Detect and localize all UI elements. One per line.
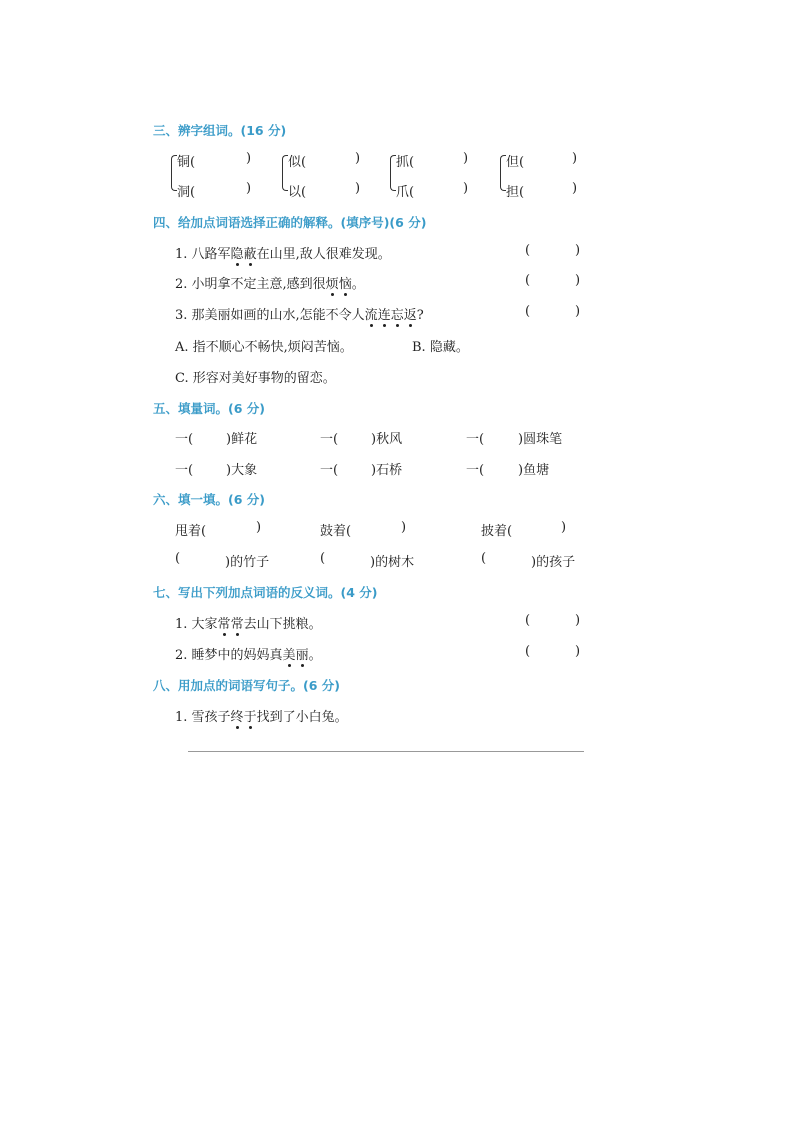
dotted-char: 蔽: [244, 243, 257, 262]
pair-1-top: 铜(: [177, 155, 196, 170]
dotted-char: 连: [378, 304, 391, 323]
section-4-title: 四、给加点词语选择正确的解释。(填序号)(6 分): [153, 215, 427, 230]
s8-q1-pre: 1. 雪孩子: [175, 710, 231, 725]
s5-r1-item-2: )秋风: [371, 432, 403, 447]
s4-question-1: [175, 243, 391, 262]
s4-q3-pre: 3. 那美丽如画的山水,怎能不令人: [175, 308, 365, 323]
s4-question-2: [175, 273, 365, 292]
dotted-char: 隐: [231, 243, 244, 262]
section-8-title: 八、用加点的词语写句子。(6 分): [153, 678, 340, 693]
s6-r1-item-2: 鼓着(: [320, 524, 352, 539]
s7-answer-1-close: ): [575, 613, 581, 628]
s4-q3-post: ?: [416, 308, 424, 323]
s8-q1-post: 找到了小白兔。: [256, 710, 348, 725]
pair-4-bottom: 担(: [506, 185, 525, 200]
s7-question-2: [175, 644, 322, 663]
s4-question-3: [175, 304, 424, 323]
section-7-title: 七、写出下列加点词语的反义词。(4 分): [153, 585, 378, 600]
s4-answer-2-open: (: [525, 273, 531, 288]
section-5-title: 五、填量词。(6 分): [153, 401, 265, 416]
s4-answer-2-close: ): [575, 273, 581, 288]
pair-2-bottom: 以(: [288, 185, 307, 200]
dotted-char: 终: [231, 706, 244, 725]
s5-r1-item-3: )圆珠笔: [518, 432, 563, 447]
s5-r1-prefix-1: 一(: [175, 432, 194, 447]
pair-4-top: 但(: [506, 155, 525, 170]
dotted-char: 美: [283, 644, 296, 663]
s4-answer-1-open: (: [525, 243, 531, 258]
pair-3-bottom: 爪(: [396, 185, 415, 200]
s8-question-1: [175, 706, 348, 725]
s5-r2-prefix-2: 一(: [320, 463, 339, 478]
s4-option-a: A. 指不顺心不畅快,烦闷苦恼。: [175, 340, 353, 355]
s7-q1-post: 去山下挑粮。: [243, 617, 322, 632]
pair-3-top-close: ): [463, 151, 469, 166]
s7-q2-pre: 2. 睡梦中的妈妈真: [175, 648, 283, 663]
pair-1-bottom: 洞(: [177, 185, 196, 200]
s5-r2-item-3: )鱼塘: [518, 463, 550, 478]
pair-4-bottom-close: ): [572, 181, 578, 196]
s5-r1-item-1: )鲜花: [226, 432, 258, 447]
s6-r2-open-1: (: [175, 551, 181, 566]
s7-answer-1-open: (: [525, 613, 531, 628]
dotted-char: 返: [404, 304, 417, 323]
s4-answer-3-open: (: [525, 304, 531, 319]
s5-r2-item-1: )大象: [226, 463, 258, 478]
s5-r1-prefix-2: 一(: [320, 432, 339, 447]
s4-q1-pre: 1. 八路军: [175, 247, 231, 262]
section-3-title: 三、辨字组词。(16 分): [153, 123, 287, 138]
s5-r2-prefix-3: 一(: [466, 463, 485, 478]
s7-q2-post: 。: [308, 648, 322, 663]
s4-q2-pre: 2. 小明拿不定主意,感到很: [175, 277, 326, 292]
dotted-char: 丽: [296, 644, 309, 663]
s4-answer-3-close: ): [575, 304, 581, 319]
pair-2-bottom-close: ): [355, 181, 361, 196]
s5-r2-prefix-1: 一(: [175, 463, 194, 478]
dotted-char: 常: [231, 613, 244, 632]
s7-answer-2-close: ): [575, 644, 581, 659]
answer-line: [188, 751, 584, 752]
dotted-char: 流: [365, 304, 378, 323]
dotted-char: 烦: [326, 273, 339, 292]
s6-r1-item-3: 披着(: [481, 524, 513, 539]
s4-answer-1-close: ): [575, 243, 581, 258]
s4-option-b: B. 隐藏。: [412, 340, 469, 355]
s5-r2-item-2: )石桥: [371, 463, 403, 478]
dotted-char: 忘: [391, 304, 404, 323]
s7-question-1: [175, 613, 322, 632]
s6-r2-item-2: )的树木: [370, 555, 415, 570]
s5-r1-prefix-3: 一(: [466, 432, 485, 447]
s4-option-c: C. 形容对美好事物的留恋。: [175, 371, 336, 386]
s7-answer-2-open: (: [525, 644, 531, 659]
dotted-char: 常: [218, 613, 231, 632]
pair-3-top: 抓(: [396, 155, 415, 170]
s6-r1-item-1: 甩着(: [175, 524, 207, 539]
s6-r2-open-3: (: [481, 551, 487, 566]
s6-r1-close-2: ): [401, 520, 407, 535]
s7-q1-pre: 1. 大家: [175, 617, 218, 632]
s6-r2-open-2: (: [320, 551, 326, 566]
s4-q2-post: 。: [351, 277, 365, 292]
dotted-char: 恼: [339, 273, 352, 292]
pair-3-bottom-close: ): [463, 181, 469, 196]
s6-r2-item-1: )的竹子: [225, 555, 270, 570]
s6-r1-close-3: ): [561, 520, 567, 535]
s6-r1-close-1: ): [256, 520, 262, 535]
pair-2-top: 似(: [288, 155, 307, 170]
s4-q1-post: 在山里,敌人很难发现。: [256, 247, 391, 262]
pair-2-top-close: ): [355, 151, 361, 166]
pair-1-top-close: ): [246, 151, 252, 166]
pair-4-top-close: ): [572, 151, 578, 166]
pair-1-bottom-close: ): [246, 181, 252, 196]
s6-r2-item-3: )的孩子: [531, 555, 576, 570]
section-6-title: 六、填一填。(6 分): [153, 492, 265, 507]
dotted-char: 于: [244, 706, 257, 725]
